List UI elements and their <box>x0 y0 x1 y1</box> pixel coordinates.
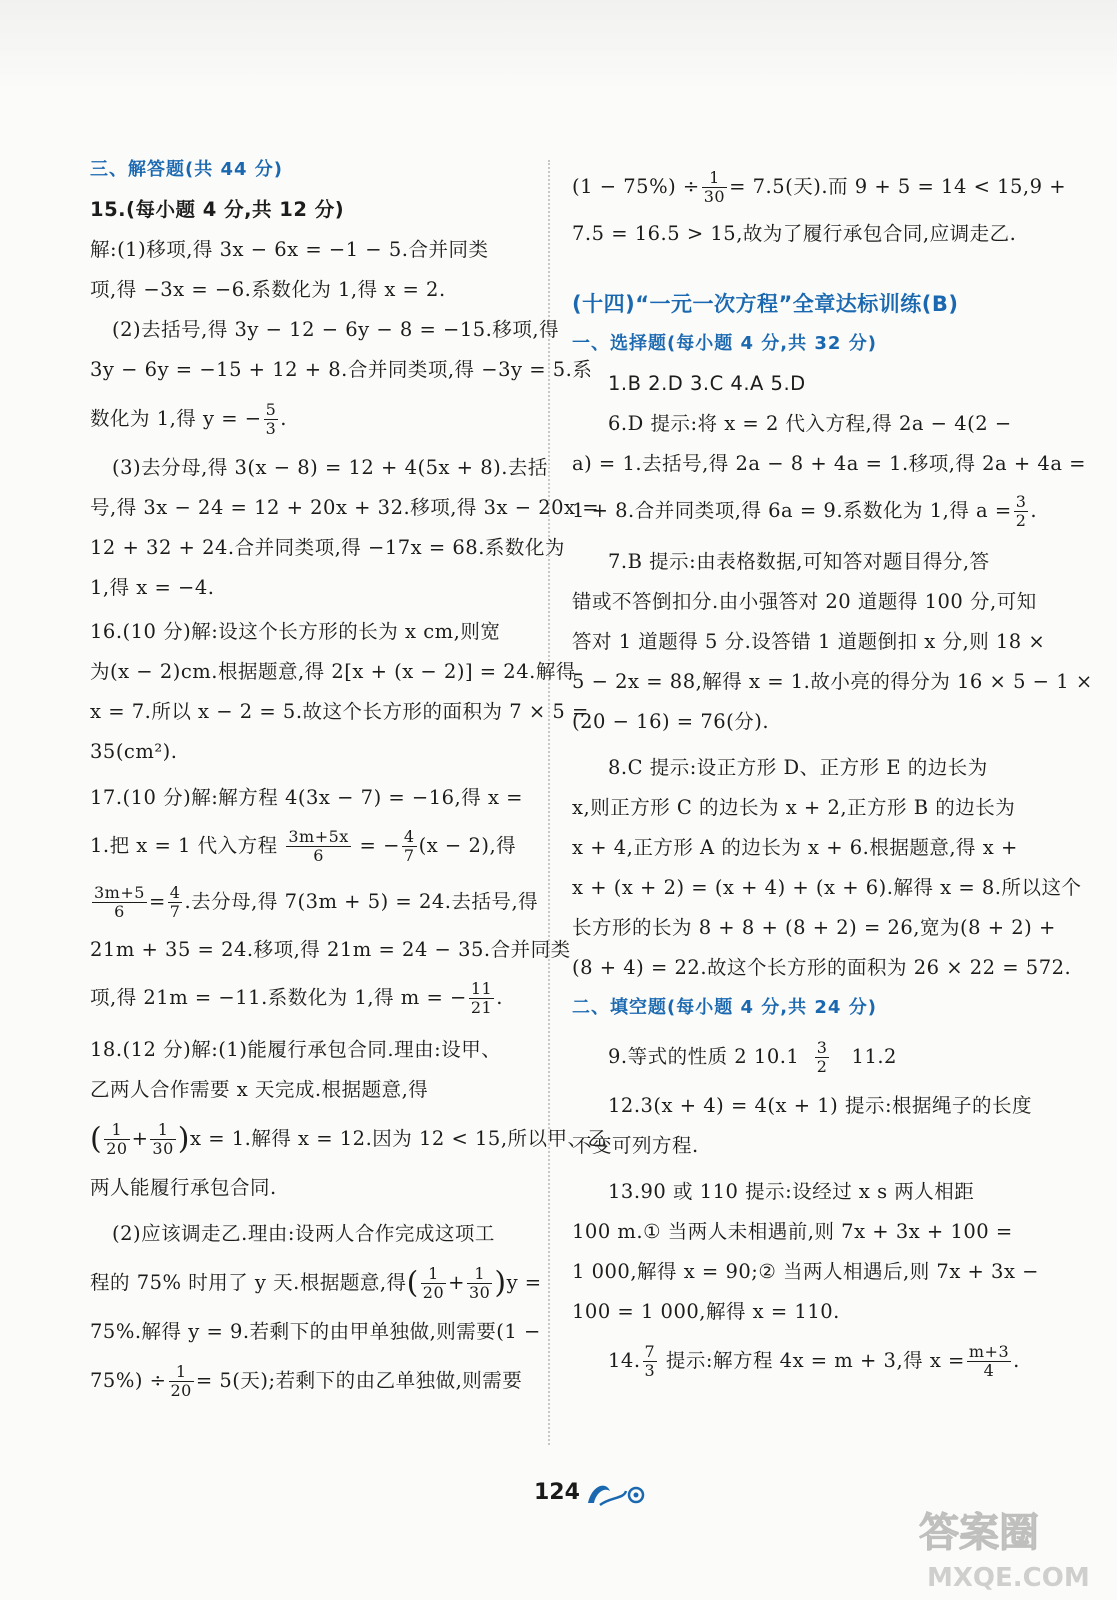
fraction: $\frac{7}{3}$ <box>644 1342 656 1380</box>
fraction: $\frac{1}{20}$ <box>106 1120 128 1158</box>
leaf-swirl-icon <box>580 1477 650 1509</box>
q13-line1: 13.90 或 110 提示:设经过 x s 两人相距 <box>608 1180 975 1203</box>
right-column <box>572 160 1093 1390</box>
q18-line6: 程的 75% 时用了 y 天.根据题意,得( $\frac{1}{20}$ + $\frac{1}{30}$ )y = <box>90 1264 542 1302</box>
q15-2-line2: 3y − 6y = −15 + 12 + 8.合并同类项,得 −3y = 5.系 <box>90 358 593 381</box>
q16-line2: 为(x − 2)cm.根据题意,得 2[x + (x − 2)] = 24.解得 <box>90 660 576 683</box>
q17-line3: $\frac{3m+5}{6}$ = $\frac{4}{7}$ .去分母,得 7(3m + 5) = 24.去括号,得 <box>94 883 539 921</box>
section-2-heading: 二、填空题(每小题 4 分,共 24 分) <box>572 997 877 1018</box>
left-column <box>90 150 608 1410</box>
chapter-title: (十四)“一元一次方程”全章达标训练(B) <box>572 292 959 316</box>
q17-line2: 1.把 x = 1 代入方程 $\frac{3m+5x}{6}$ = − $\frac{4}{7}$ (x − 2),得 <box>90 827 517 865</box>
section-1-heading: 一、选择题(每小题 4 分,共 32 分) <box>572 333 877 354</box>
fraction: $\frac{3}{2}$ <box>816 1038 828 1076</box>
answers-1-5: 1.B 2.D 3.C 4.A 5.D <box>608 372 806 395</box>
q18-line7: 75%.解得 y = 9.若剩下的由甲单独做,则需要(1 − <box>90 1320 541 1343</box>
q15-heading <box>90 190 530 230</box>
q15-2-line3: 数化为 1,得 y = − $\frac{5}{3}$ . <box>90 400 287 438</box>
q18-line2: 乙两人合作需要 x 天完成.根据题意,得 <box>90 1078 429 1101</box>
fraction: $\frac{4}{7}$ <box>403 827 415 865</box>
fraction: $\frac{1}{30}$ <box>703 168 726 206</box>
q18-cont-line1: (1 − 75%) ÷ $\frac{1}{30}$ = 7.5(天).而 9 + 5 = 14 < 15,9 + <box>572 168 1067 206</box>
fraction: $\frac{3}{2}$ <box>1015 492 1027 530</box>
q17-line5: 项,得 21m = −11.系数化为 1,得 m = − $\frac{11}{21}$ . <box>90 979 503 1017</box>
page-number: 124 <box>534 1480 580 1505</box>
section-3-heading: 三、解答题(共 44 分) <box>90 159 284 180</box>
q18-line4: 两人能履行承包合同. <box>90 1176 277 1199</box>
fraction: $\frac{11}{21}$ <box>470 979 493 1017</box>
fraction: $\frac{1}{30}$ <box>152 1120 174 1158</box>
q7-line2: 错或不答倒扣分.由小强答对 20 道题得 100 分,可知 <box>572 590 1037 613</box>
q13-line2: 100 m.① 当两人未相遇前,则 7x + 3x + 100 = <box>572 1220 1013 1243</box>
q15-3-line1: (3)去分母,得 3(x − 8) = 12 + 4(5x + 8).去括 <box>112 456 548 479</box>
q15-3-line3: 12 + 32 + 24.合并同类项,得 −17x = 68.系数化为 <box>90 536 565 559</box>
q18-line1: 18.(12 分)解:(1)能履行承包合同.理由:设甲、 <box>90 1038 502 1061</box>
q8-line4: x + (x + 2) = (x + 4) + (x + 6).解得 x = 8.所以这个 <box>572 876 1082 899</box>
fraction: $\frac{m+3}{4}$ <box>968 1342 1010 1380</box>
answers-9-11: 9.等式的性质 2 10.1 $\frac{3}{2}$ 11.2 <box>608 1038 897 1076</box>
q8-line6: (8 + 4) = 22.故这个长方形的面积为 26 × 22 = 572. <box>572 956 1072 979</box>
q16-line3: x = 7.所以 x − 2 = 5.故这个长方形的面积为 7 × 5 = <box>90 700 589 723</box>
q15-1-line1: 解:(1)移项,得 3x − 6x = −1 − 5.合并同类 <box>90 238 489 261</box>
q17-line4: 21m + 35 = 24.移项,得 21m = 24 − 35.合并同类 <box>90 938 571 961</box>
fraction: $\frac{3m+5x}{6}$ <box>288 827 349 865</box>
fraction: $\frac{1}{30}$ <box>468 1264 491 1302</box>
q15-3-line4: 1,得 x = −4. <box>90 576 215 599</box>
watermark-domain: MXQE.COM <box>927 1563 1090 1593</box>
q18-line3: ( $\frac{1}{20}$ + $\frac{1}{30}$ )x = 1.解得 x = 12.因为 12 < 15,所以甲、乙 <box>90 1120 608 1158</box>
q13-line3: 1 000,解得 x = 90;② 当两人相遇后,则 7x + 3x − <box>572 1260 1039 1283</box>
q15-label: 15.(每小题 4 分,共 12 分) <box>90 198 345 221</box>
q13-line4: 100 = 1 000,解得 x = 110. <box>572 1300 840 1323</box>
page-top-shade <box>0 0 1117 90</box>
svg-text:答案圈: 答案圈 <box>919 1510 1039 1556</box>
q14-line1: 14. $\frac{7}{3}$ 提示:解方程 4x = m + 3,得 x = $\frac{m+3}{4}$ . <box>608 1342 1020 1380</box>
q8-line5: 长方形的长为 8 + 8 + (8 + 2) = 26,宽为(8 + 2) + <box>572 916 1056 939</box>
column-divider <box>548 160 550 1445</box>
fraction: $\frac{4}{7}$ <box>169 883 181 921</box>
q16-line1: 16.(10 分)解:设这个长方形的长为 x cm,则宽 <box>90 620 501 643</box>
q12-line1: 12.3(x + 4) = 4(x + 1) 提示:根据绳子的长度 <box>608 1094 1033 1117</box>
q7-line4: 5 − 2x = 88,解得 x = 1.故小亮的得分为 16 × 5 − 1 × <box>572 670 1093 693</box>
watermark-logo <box>915 1498 1095 1593</box>
q6-line2: a) = 1.去括号,得 2a − 8 + 4a = 1.移项,得 2a + 4a = <box>572 452 1086 475</box>
q16-line4: 35(cm²). <box>90 740 178 763</box>
q6-line3: 1 + 8.合并同类项,得 6a = 9.系数化为 1,得 a = $\frac{3}{2}$ . <box>572 492 1038 530</box>
q12-line2: 不变可列方程. <box>572 1134 699 1157</box>
q8-line2: x,则正方形 C 的边长为 x + 2,正方形 B 的边长为 <box>572 796 1016 819</box>
q18-line5: (2)应该调走乙.理由:设两人合作完成这项工 <box>112 1222 495 1245</box>
q7-line5: (20 − 16) = 76(分). <box>572 710 770 733</box>
q15-1-line2: 项,得 −3x = −6.系数化为 1,得 x = 2. <box>90 278 446 301</box>
fraction: $\frac{1}{20}$ <box>422 1264 445 1302</box>
q15-2-line1: (2)去括号,得 3y − 12 − 6y − 8 = −15.移项,得 <box>112 318 560 341</box>
fraction: $\frac{1}{20}$ <box>170 1362 192 1400</box>
q17-line1: 17.(10 分)解:解方程 4(3x − 7) = −16,得 x = <box>90 786 523 809</box>
q7-line3: 答对 1 道题得 5 分.设答错 1 道题倒扣 x 分,则 18 × <box>572 630 1046 653</box>
q15-3-line2: 号,得 3x − 24 = 12 + 20x + 32.移项,得 3x − 20x = <box>90 496 600 519</box>
fraction: $\frac{3m+5}{6}$ <box>94 883 145 921</box>
q18-cont-line2: 7.5 = 16.5 > 15,故为了履行承包合同,应调走乙. <box>572 222 1017 245</box>
q6-line1: 6.D 提示:将 x = 2 代入方程,得 2a − 4(2 − <box>608 412 1012 435</box>
q18-line8: 75%) ÷ $\frac{1}{20}$ = 5(天);若剩下的由乙单独做,则需要 <box>90 1362 523 1400</box>
q15-2-text: 数化为 1,得 y = − <box>90 407 262 430</box>
fraction: $\frac{5}{3}$ <box>265 400 277 438</box>
q7-line1: 7.B 提示:由表格数据,可知答对题目得分,答 <box>608 550 990 573</box>
q8-line3: x + 4,正方形 A 的边长为 x + 6.根据题意,得 x + <box>572 836 1018 859</box>
q8-line1: 8.C 提示:设正方形 D、正方形 E 的边长为 <box>608 756 988 779</box>
